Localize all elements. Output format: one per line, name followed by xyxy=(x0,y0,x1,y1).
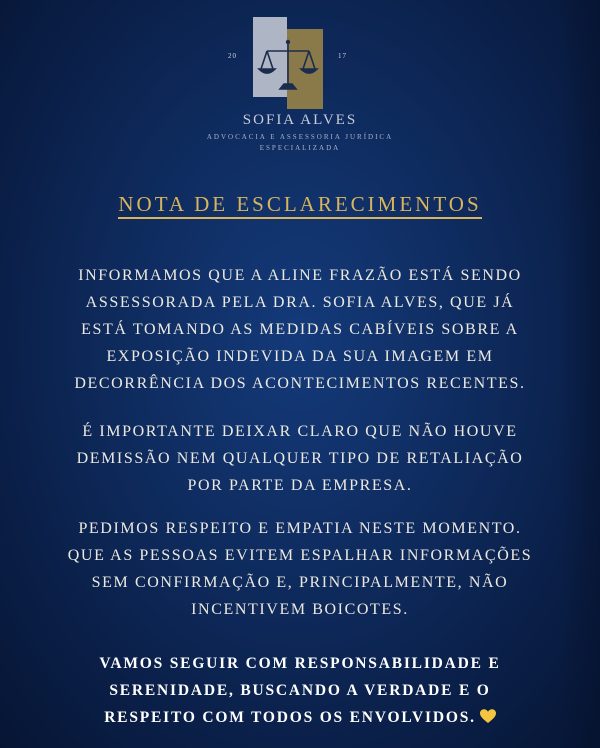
notice-heading xyxy=(0,192,600,217)
scales-of-justice-logo-icon xyxy=(253,17,323,109)
closing-paragraph xyxy=(30,650,570,731)
paragraph-line: SEM CONFIRMAÇÃO E, PRINCIPALMENTE, NÃO xyxy=(91,574,509,591)
paragraph-3 xyxy=(30,515,570,623)
brand-logo xyxy=(0,12,600,162)
paragraph-line: INCENTIVEM BOICOTES. xyxy=(191,601,409,618)
paragraph-line: É IMPORTANTE DEIXAR CLARO QUE NÃO HOUVE xyxy=(82,423,518,440)
paragraph-line: POR PARTE DA EMPRESA. xyxy=(187,477,413,494)
paragraph-line: QUE AS PESSOAS EVITEM ESPALHAR INFORMAÇÕES xyxy=(67,547,533,564)
paragraph-line-last xyxy=(30,704,570,731)
year-left: 20 xyxy=(228,52,237,60)
paragraph-line: SERENIDADE, BUSCANDO A VERDADE E O xyxy=(109,682,491,699)
brand-subtitle-line-1: ADVOCACIA E ASSESSORIA JURÍDICA xyxy=(206,133,394,141)
paragraph-line: VAMOS SEGUIR COM RESPONSABILIDADE E xyxy=(99,655,501,672)
paragraph-1 xyxy=(30,262,570,397)
yellow-heart-icon xyxy=(480,709,496,724)
paragraph-line-text: RESPEITO COM TODOS OS ENVOLVIDOS. xyxy=(104,709,476,726)
paragraph-line: ASSESSORADA PELA DRA. SOFIA ALVES, QUE JÁ xyxy=(85,294,515,311)
paragraph-line: PEDIMOS RESPEITO E EMPATIA NESTE MOMENTO. xyxy=(78,520,522,537)
heading-text: NOTA DE ESCLARECIMENTOS xyxy=(118,192,481,219)
paragraph-line: INFORMAMOS QUE A ALINE FRAZÃO ESTÁ SENDO xyxy=(78,267,522,284)
paragraph-line: DEMISSÃO NEM QUALQUER TIPO DE RETALIAÇÃO xyxy=(76,450,524,467)
paragraph-line: EXPOSIÇÃO INDEVIDA DA SUA IMAGEM EM xyxy=(106,348,494,365)
paragraph-line: ESTÁ TOMANDO AS MEDIDAS CABÍVEIS SOBRE A xyxy=(81,321,519,338)
paragraph-line: DECORRÊNCIA DOS ACONTECIMENTOS RECENTES. xyxy=(74,375,526,392)
brand-subtitle-line-2: ESPECIALIZADA xyxy=(259,144,341,152)
brand-name: SOFIA ALVES xyxy=(242,112,358,128)
year-right: 17 xyxy=(338,52,347,60)
paragraph-2 xyxy=(30,418,570,499)
